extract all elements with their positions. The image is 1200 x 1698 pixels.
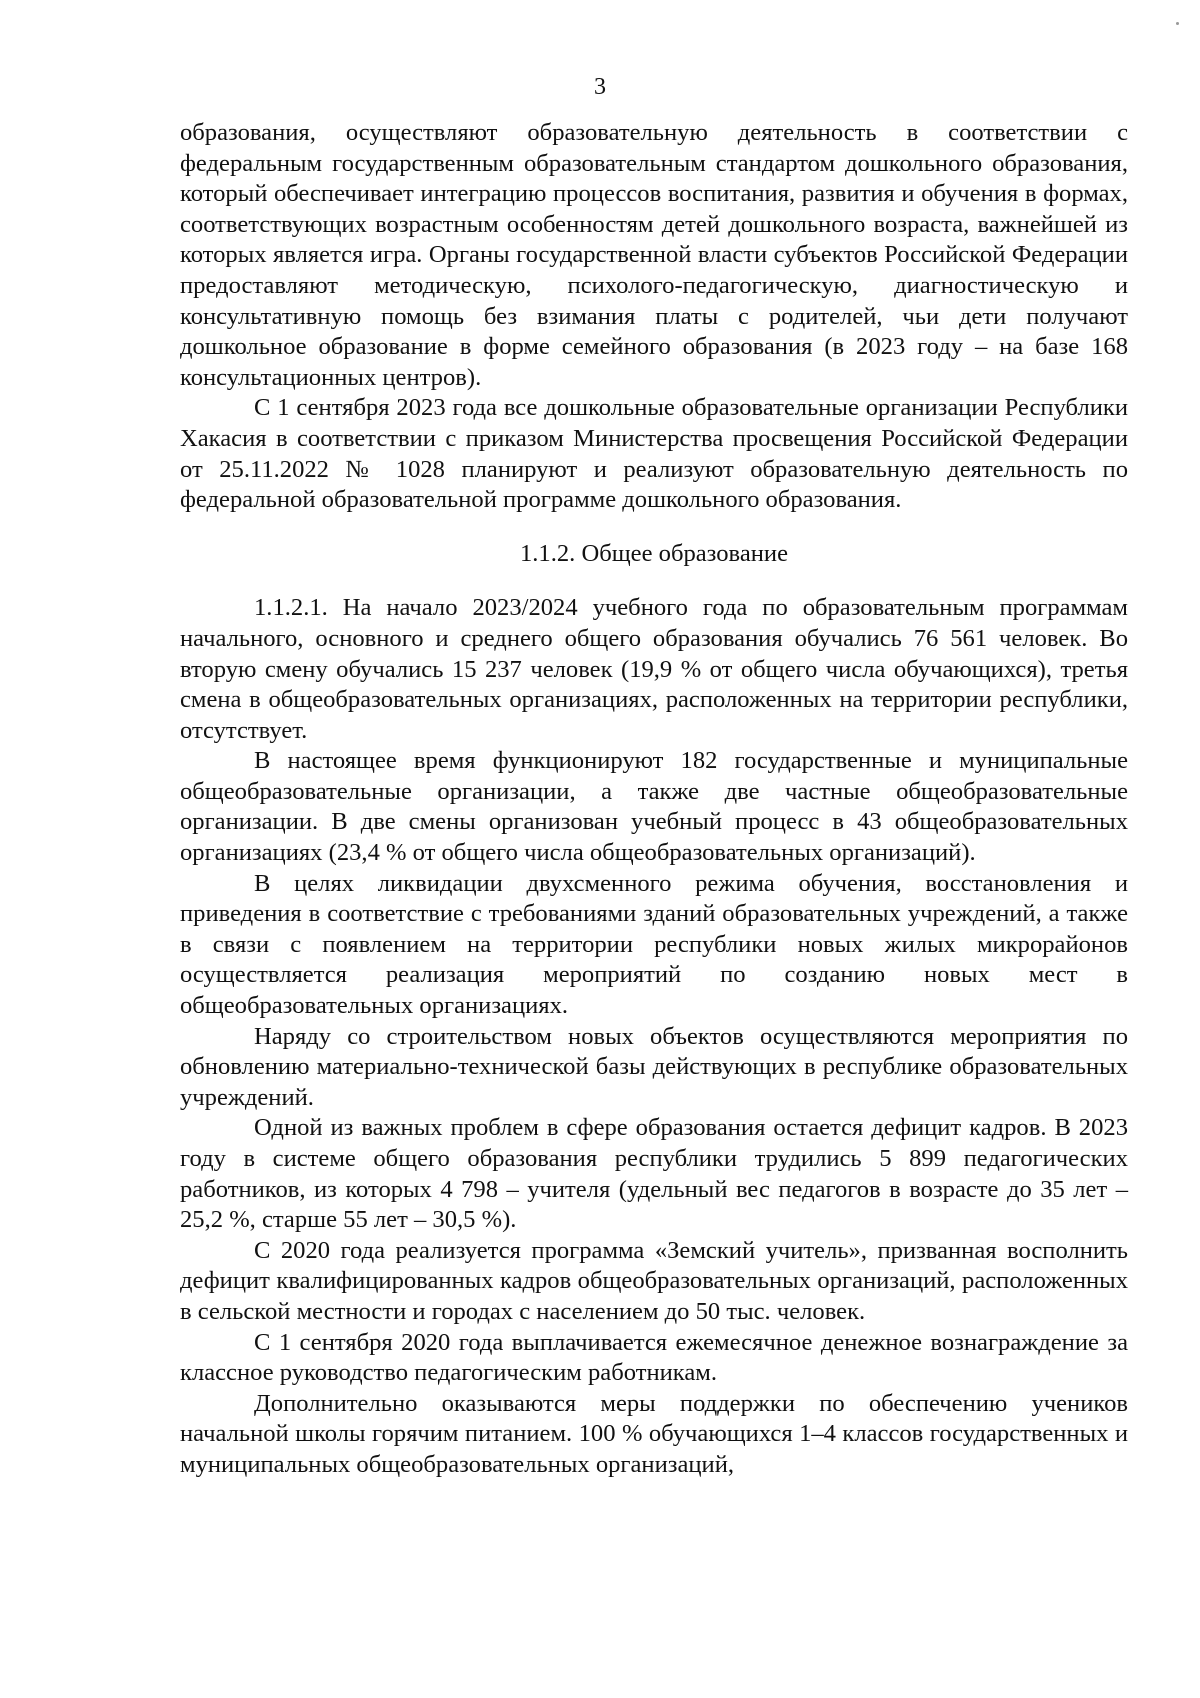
paragraph: С 1 сентября 2023 года все дошкольные образовательные организации Республики Хакасия в соответствии с приказом Министерства просвещения Российской Федерации от 25.11.2022 № 1028 планируют и реализуют образовательную деятельность по федеральной образовательной программе дошкольного образования.: [180, 394, 1128, 514]
paragraph: С 2020 года реализуется программа «Земский учитель», призванная восполнить дефицит квалифицированных кадров общеобразовательных организаций, расположенных в сельской местности и городах с населением до 50 тыс. человек.: [180, 1236, 1128, 1325]
section-heading: 1.1.2. Общее образование: [519, 539, 788, 567]
paragraph: С 1 сентября 2020 года выплачивается ежемесячное денежное вознаграждение за классное руководство педагогическим работникам.: [180, 1328, 1128, 1387]
document-body: [180, 118, 1128, 1481]
paragraph: Наряду со строительством новых объектов осуществляются мероприятия по обновлению материально-технической базы действующих в республике образовательных учреждений.: [180, 1022, 1128, 1111]
paragraph: В настоящее время функционируют 182 государственные и муниципальные общеобразовательные организации, а также две частные общеобразовательные организации. В две смены организован учебный процесс в 43 общеобразовательных организациях (23,4 % от общего числа общеобразовательных организаций).: [180, 747, 1128, 867]
paragraph-continuation: образования, осуществляют образовательную деятельность в соответствии с федеральным государственным образовательным стандартом дошкольного образования, который обеспечивает интеграцию процессов воспитания, развития и обучения в формах, соответствующих возрастным особенностям детей дошкольного возраста, важнейшей из которых является игра. Органы государственной власти субъектов Российской Федерации предоставляют методическую, психолого-педагогическую, диагностическую и консультативную помощь без взимания платы с родителей, чьи дети получают дошкольное образование в форме семейного образования (в 2023 году – на базе 168 консультационных центров).: [180, 119, 1128, 391]
paragraph: Одной из важных проблем в сфере образования остается дефицит кадров. В 2023 году в системе общего образования республики трудились 5 899 педагогических работников, из которых 4 798 – учителя (удельный вес педагогов в возрасте до 35 лет – 25,2 %, старше 55 лет – 30,5 %).: [180, 1114, 1128, 1234]
scan-speck: [1176, 22, 1179, 25]
paragraph: 1.1.2.1. На начало 2023/2024 учебного года по образовательным программам начального, основного и среднего общего образования обучались 76 561 человек. Во вторую смену обучались 15 237 человек (19,9 % от общего числа обучающихся), третья смена в общеобразовательных организациях, расположенных на территории республики, отсутствует.: [180, 594, 1128, 744]
paragraph: В целях ликвидации двухсменного режима обучения, восстановления и приведения в соответствие с требованиями зданий образовательных учреждений, а также в связи с появлением на территории республики новых жилых микрорайонов осуществляется реализация мероприятий по созданию новых мест в общеобразовательных организациях.: [180, 869, 1128, 1020]
page-number: 3: [594, 74, 606, 100]
paragraph: Дополнительно оказываются меры поддержки по обеспечению учеников начальной школы горячим питанием. 100 % обучающихся 1–4 классов государственных и муниципальных общеобразовательных организаций,: [180, 1389, 1128, 1478]
